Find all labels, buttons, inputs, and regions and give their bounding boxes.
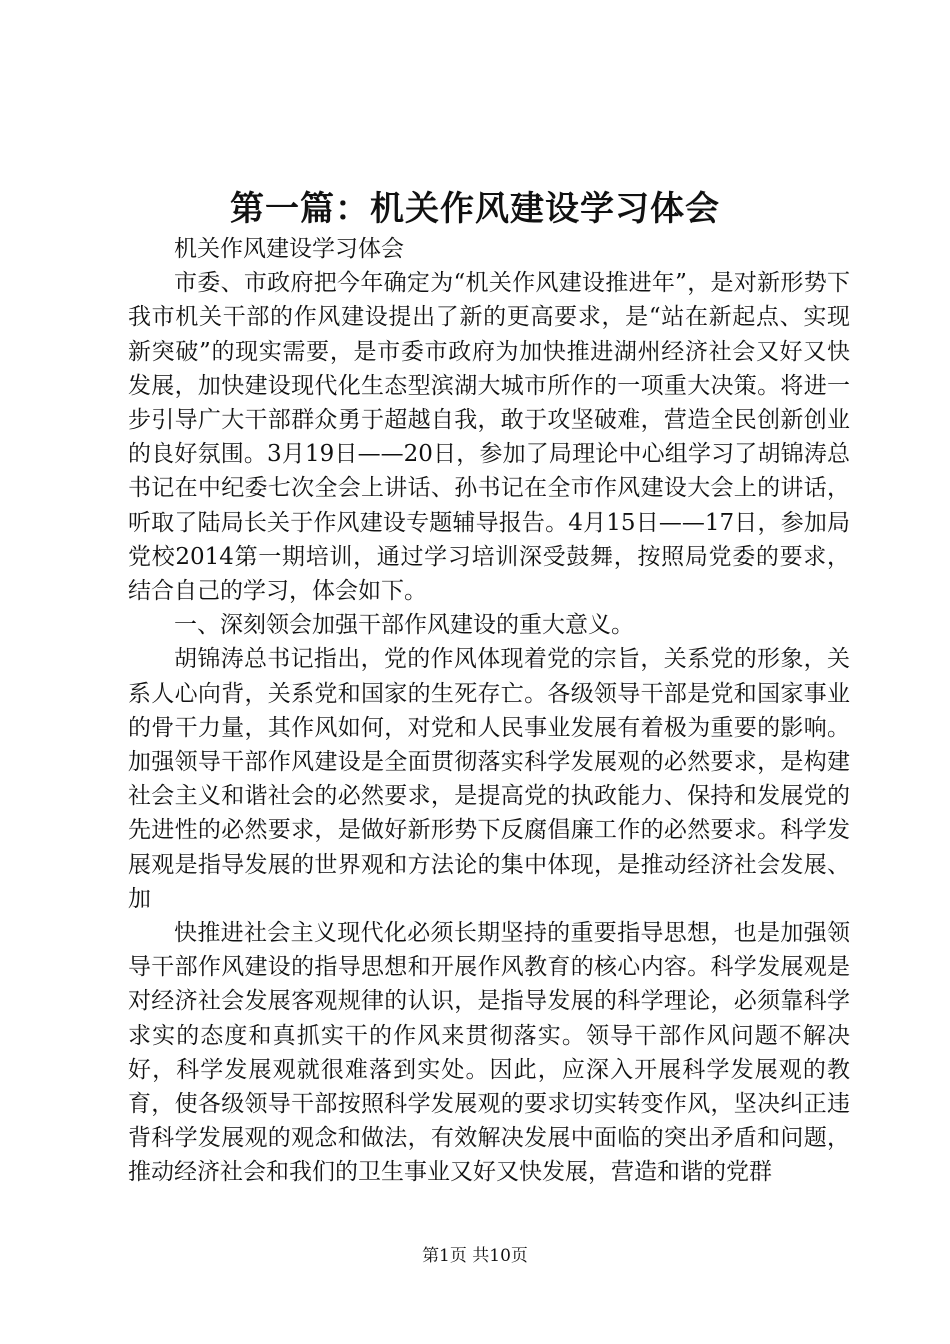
page-number-footer: 第1页 共10页	[422, 1246, 528, 1266]
paragraph-intro: 市委、市政府把今年确定为“机关作风建设推进年”，是对新形势下我市机关干部的作风建设提出了新的更高要求，是“站在新起点、实现新突破”的现实需要，是市委市政府为加快推进湖州经济社会又好又快发展，加快建设现代化生态型滨湖大城市所作的一项重大决策。将进一步引导广大干部群众勇于超越自我，敢于攻坚破难，营造全民创新创业的良好氛围。3月19日——20日，参加了局理论中心组学习了胡锦涛总书记在中纪委七次全会上讲话、孙书记在全市作风建设大会上的讲话，听取了陆局长关于作风建设专题辅导报告。4月15日——17日，参加局党校2014第一期培训，通过学习培训深受鼓舞，按照局党委的要求，结合自己的学习，体会如下。	[128, 270, 850, 605]
paragraph-significance: 胡锦涛总书记指出，党的作风体现着党的宗旨，关系党的形象，关系人心向背，关系党和国家的生死存亡。各级领导干部是党和国家事业的骨干力量，其作风如何，对党和人民事业发展有着极为重要的影响。加强领导干部作风建设是全面贯彻落实科学发展观的必然要求，是构建社会主义和谐社会的必然要求，是提高党的执政能力、保持和发展党的先进性的必然要求，是做好新形势下反腐倡廉工作的必然要求。科学发展观是指导发展的世界观和方法论的集中体现，是推动经济社会发展、加	[128, 646, 850, 912]
section-heading-1: 一、深刻领会加强干部作风建设的重大意义。	[174, 612, 634, 639]
paragraph-subtitle: 机关作风建设学习体会	[174, 236, 404, 262]
paragraph-scientific-development: 快推进社会主义现代化必须长期坚持的重要指导思想，也是加强领导干部作风建设的指导思想和开展作风教育的核心内容。科学发展观是对经济社会发展客观规律的认识，是指导发展的科学理论，必须靠科学求实的态度和真抓实干的作风来贯彻落实。领导干部作风问题不解决好，科学发展观就很难落到实处。因此，应深入开展科学发展观的教育，使各级领导干部按照科学发展观的要求切实转变作风，坚决纠正违背科学发展观的观念和做法，有效解决发展中面临的突出矛盾和问题，推动经济社会和我们的卫生事业又好又快发展，营造和谐的党群	[128, 920, 850, 1186]
document-title: 第一篇：机关作风建设学习体会	[230, 189, 720, 229]
document-body	[128, 232, 850, 1190]
